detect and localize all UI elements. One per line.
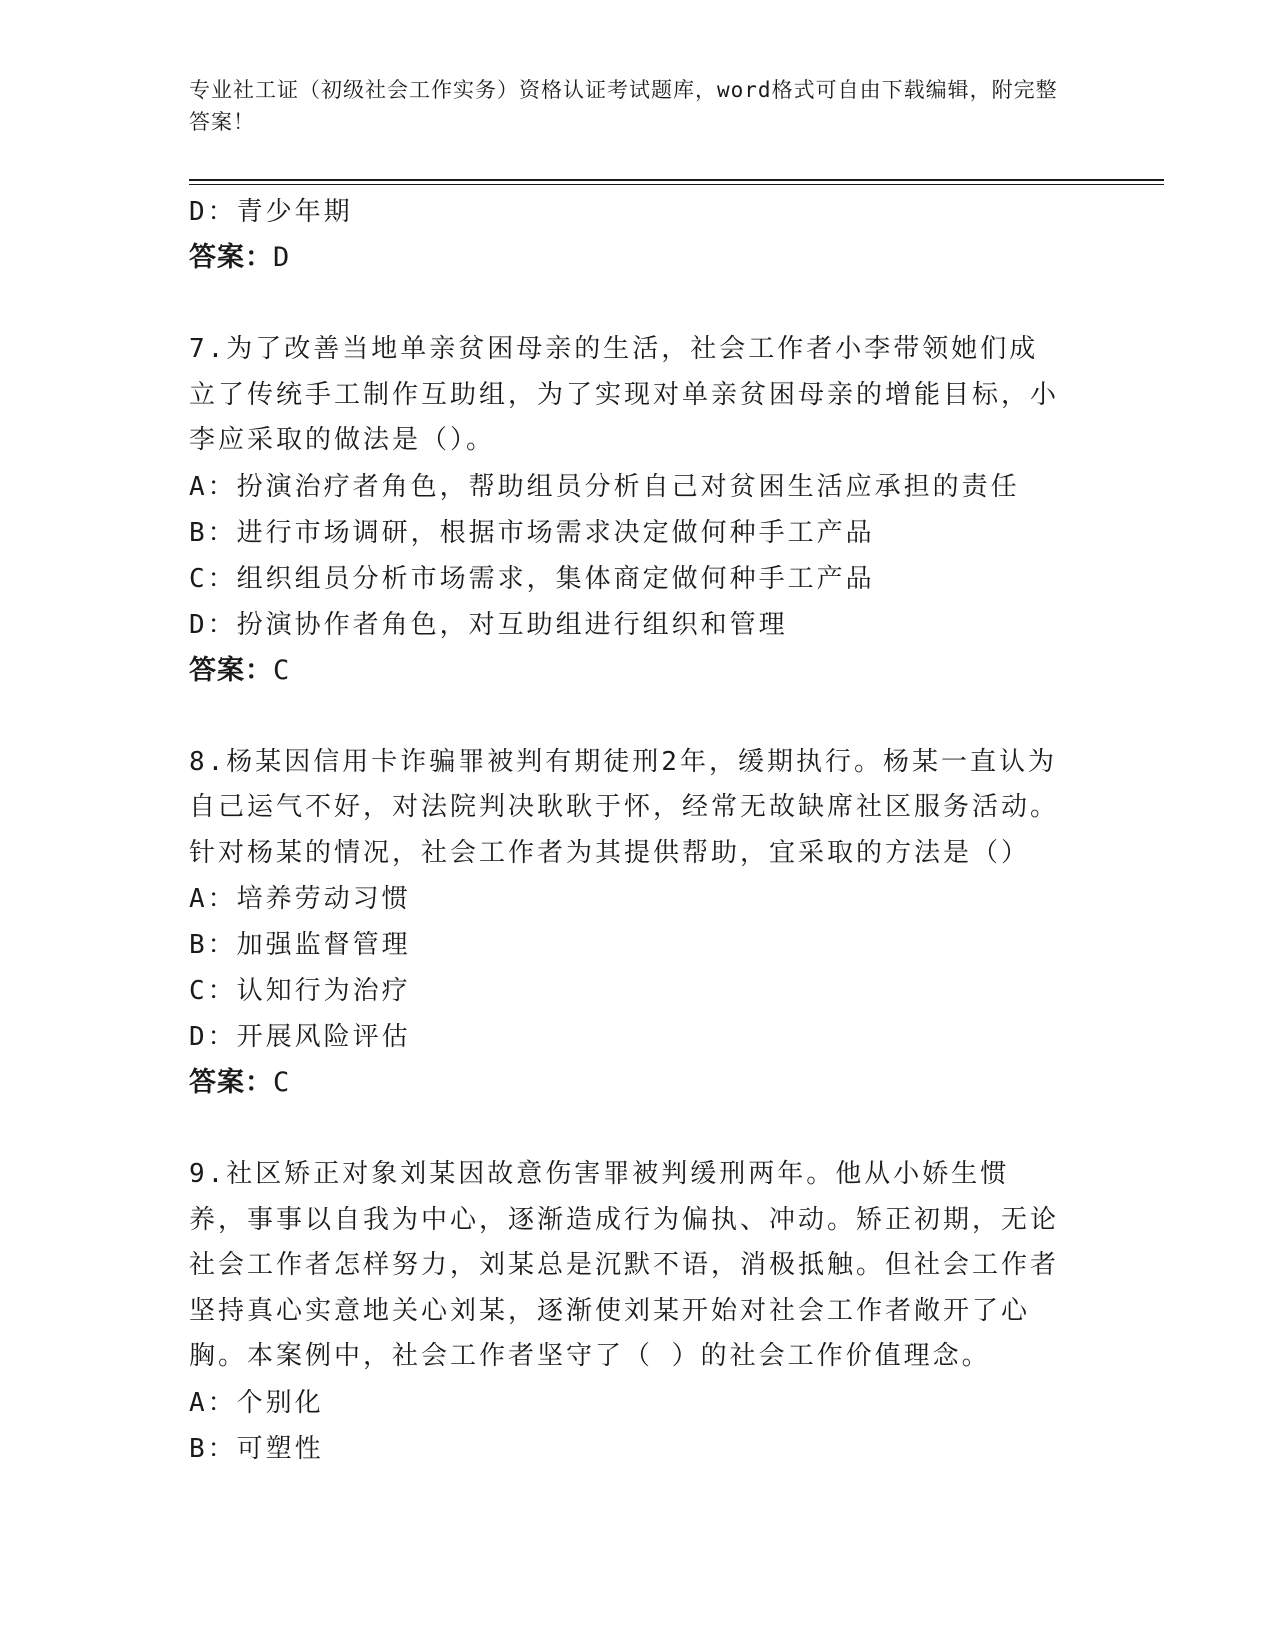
question-8-option-c: C：认知行为治疗 bbox=[189, 976, 411, 1006]
question-7-answer bbox=[189, 648, 1069, 694]
question-8-answer bbox=[189, 1060, 1069, 1106]
answer-value: C bbox=[273, 1067, 291, 1098]
answer-label: 答案： bbox=[189, 242, 273, 273]
question-8-option-a: A：培养劳动习惯 bbox=[189, 884, 411, 914]
header-rule-thick bbox=[189, 179, 1164, 181]
question-7-option-a: A：扮演治疗者角色，帮助组员分析自己对贫困生活应承担的责任 bbox=[189, 471, 1020, 502]
answer-label: 答案： bbox=[189, 654, 273, 686]
document-header: 专业社工证（初级社会工作实务）资格认证考试题库，word格式可自由下载编辑，附完整答案！ bbox=[189, 78, 1058, 134]
question-7-option-d: D：扮演协作者角色，对互助组进行组织和管理 bbox=[189, 609, 788, 640]
question-9-text: 9.社区矫正对象刘某因故意伤害罪被判缓刑两年。他从小娇生惯养，事事以自我为中心，逐渐造成行为偏执、冲动。矫正初期，无论社会工作者怎样努力，刘某总是沉默不语，消极抵触。但社会工作者坚持真心实意地关心刘某，逐渐使刘某开始对社会工作者敞开了心胸。本案例中，社会工作者坚守了（ ）的社会工作价值理念。 bbox=[189, 1159, 1060, 1371]
answer-label: 答案： bbox=[189, 1067, 273, 1098]
question-9-option-b: B：可塑性 bbox=[189, 1433, 324, 1464]
question-7-option-c: C：组织组员分析市场需求，集体商定做何种手工产品 bbox=[189, 563, 875, 594]
answer-value: D bbox=[273, 242, 291, 273]
question-7-text: 7.为了改善当地单亲贫困母亲的生活，社会工作者小李带领她们成立了传统手工制作互助组，为了实现对单亲贫困母亲的增能目标，小李应采取的做法是（）。 bbox=[189, 334, 1060, 455]
prev-option-d: D：青少年期 bbox=[189, 197, 353, 227]
prev-answer bbox=[189, 235, 1069, 281]
question-content bbox=[189, 189, 1069, 1472]
question-7-option-b: B：进行市场调研，根据市场需求决定做何种手工产品 bbox=[189, 517, 875, 548]
question-8-option-b: B：加强监督管理 bbox=[189, 930, 411, 960]
question-8-text: 8.杨某因信用卡诈骗罪被判有期徒刑2年，缓期执行。杨某一直认为自己运气不好，对法院判决耿耿于怀，经常无故缺席社区服务活动。针对杨某的情况，社会工作者为其提供帮助，宜采取的方法是（） bbox=[189, 746, 1060, 868]
header-rule-thin bbox=[189, 184, 1164, 185]
answer-value: C bbox=[273, 654, 291, 686]
question-9-option-a: A：个别化 bbox=[189, 1387, 324, 1418]
question-8-option-d: D：开展风险评估 bbox=[189, 1022, 411, 1052]
